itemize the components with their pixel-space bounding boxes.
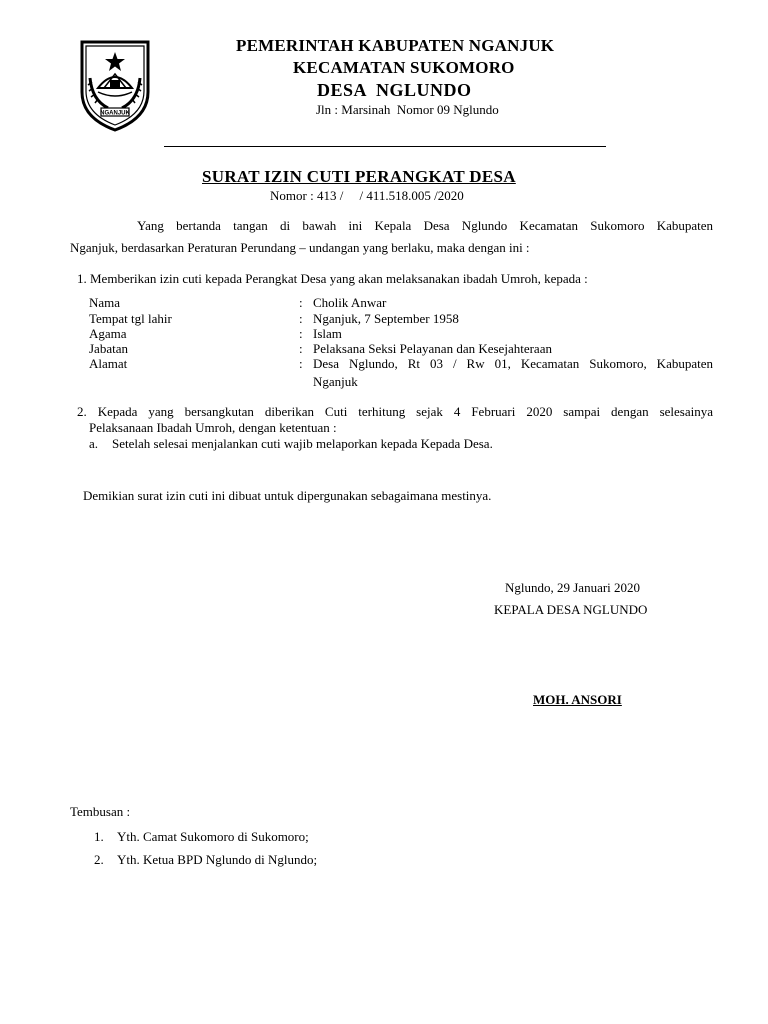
item-2-line-2: Pelaksanaan Ibadah Umroh, dengan ketentuan : — [89, 420, 337, 435]
detail-value: Desa Nglundo, Rt 03 / Rw 01, Kecamatan Sukomoro, Kabupaten — [313, 356, 713, 371]
detail-colon: : — [299, 341, 303, 356]
detail-value: Cholik Anwar — [313, 295, 387, 310]
item-1-text: 1. Memberikan izin cuti kepada Perangkat Desa yang akan melaksanakan ibadah Umroh, kepada : — [77, 271, 588, 286]
header-address: Jln : Marsinah Nomor 09 Nglundo — [316, 102, 499, 117]
signature-place-date: Nglundo, 29 Januari 2020 — [505, 580, 641, 595]
cc-item-1-number: 1. — [94, 829, 104, 844]
item-2-sub-marker: a. — [89, 436, 99, 451]
cc-item-1-text: Yth. Camat Sukomoro di Sukomoro; — [117, 829, 309, 844]
header-divider — [164, 146, 606, 147]
opening-line-2: Nganjuk, berdasarkan Peraturan Perundang – undangan yang berlaku, maka dengan ini : — [70, 240, 530, 255]
opening-line-1: Yang bertanda tangan di bawah ini Kepala Desa Nglundo Kecamatan Sukomoro Kabupaten — [137, 218, 713, 233]
detail-label: Jabatan — [89, 341, 128, 356]
header-district: KECAMATAN SUKOMORO — [293, 58, 515, 77]
detail-value: Nganjuk, 7 September 1958 — [313, 311, 459, 326]
header-government: PEMERINTAH KABUPATEN NGANJUK — [236, 36, 555, 55]
letter-number: Nomor : 413 / / 411.518.005 /2020 — [270, 188, 464, 203]
signature-name: MOH. ANSORI — [533, 692, 622, 707]
detail-label: Tempat tgl lahir — [89, 311, 172, 326]
cc-heading: Tembusan : — [70, 804, 131, 819]
detail-label: Nama — [89, 295, 121, 310]
detail-label: Agama — [89, 326, 127, 341]
cc-item-2-number: 2. — [94, 852, 104, 867]
detail-colon: : — [299, 356, 303, 371]
item-2-line-1: 2. Kepada yang bersangkutan diberikan Cuti terhitung sejak 4 Februari 2020 sampai dengan selesainya — [77, 404, 713, 419]
detail-value: Islam — [313, 326, 342, 341]
detail-value: Pelaksana Seksi Pelayanan dan Kesejahteraan — [313, 341, 552, 356]
svg-text:NGANJUK: NGANJUK — [100, 110, 130, 117]
detail-colon: : — [299, 326, 303, 341]
cc-item-2-text: Yth. Ketua BPD Nglundo di Nglundo; — [117, 852, 318, 867]
header-village: DESA NGLUNDO — [317, 80, 472, 100]
detail-value-continued: Nganjuk — [313, 374, 358, 389]
item-2-sub-text: Setelah selesai menjalankan cuti wajib melaporkan kepada Kepada Desa. — [112, 436, 493, 451]
detail-colon: : — [299, 311, 303, 326]
detail-label: Alamat — [89, 356, 128, 371]
regency-emblem-logo — [74, 36, 156, 132]
letter-title: SURAT IZIN CUTI PERANGKAT DESA — [202, 167, 516, 186]
detail-colon: : — [299, 295, 303, 310]
signature-position: KEPALA DESA NGLUNDO — [494, 602, 648, 617]
closing-statement: Demikian surat izin cuti ini dibuat untuk dipergunakan sebagaimana mestinya. — [83, 488, 492, 503]
